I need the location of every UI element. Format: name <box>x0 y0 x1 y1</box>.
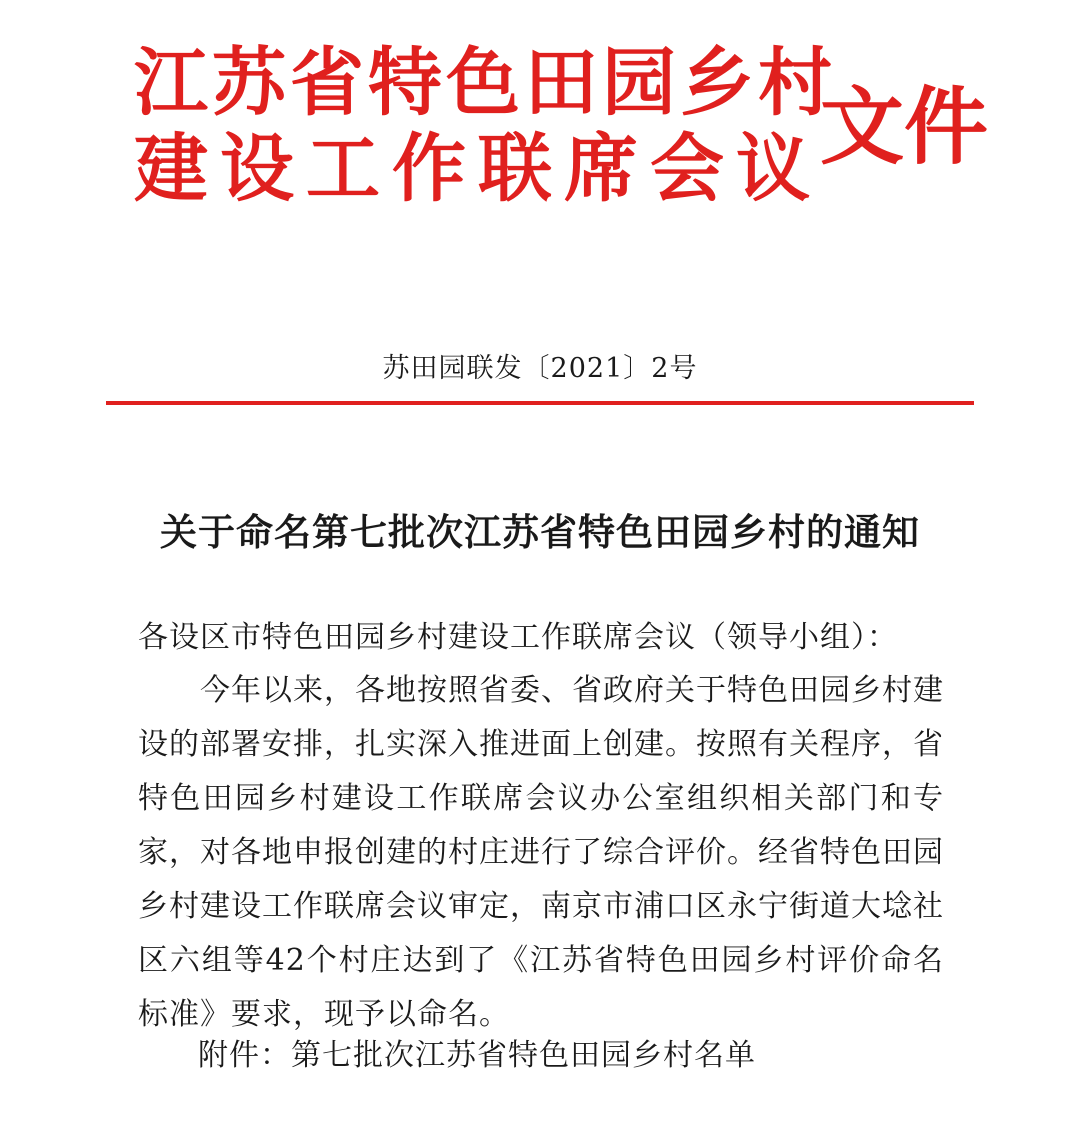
header-issuer-line-1: 江苏省特色田园乡村 <box>134 40 836 126</box>
attachment-line: 附件：第七批次江苏省特色田园乡村名单 <box>198 1038 756 1073</box>
document-number: 苏田园联发〔2021〕2号 <box>382 353 698 384</box>
salutation: 各设区市特色田园乡村建设工作联席会议（领导小组）： <box>138 620 898 655</box>
body-paragraph: 今年以来，各地按照省委、省政府关于特色田园乡村建设的部署安排，扎实深入推进面上创建。按照有关程序，省特色田园乡村建设工作联席会议办公室组织相关部门和专家，对各地申报创建的村庄进行了综合评价。经省特色田园乡村建设工作联席会议审定，南京市浦口区永宁街道大埝社区六组等42个村庄达到了《江苏省特色田园乡村评价命名标准》要求，现予以命名。 <box>138 673 944 1032</box>
document-header <box>134 40 836 212</box>
header-divider <box>106 401 974 405</box>
header-document-suffix: 文件 <box>820 78 989 176</box>
notice-title: 关于命名第七批次江苏省特色田园乡村的通知 <box>160 510 920 554</box>
header-issuer-line-2: 建设工作联席会议 <box>134 126 822 212</box>
